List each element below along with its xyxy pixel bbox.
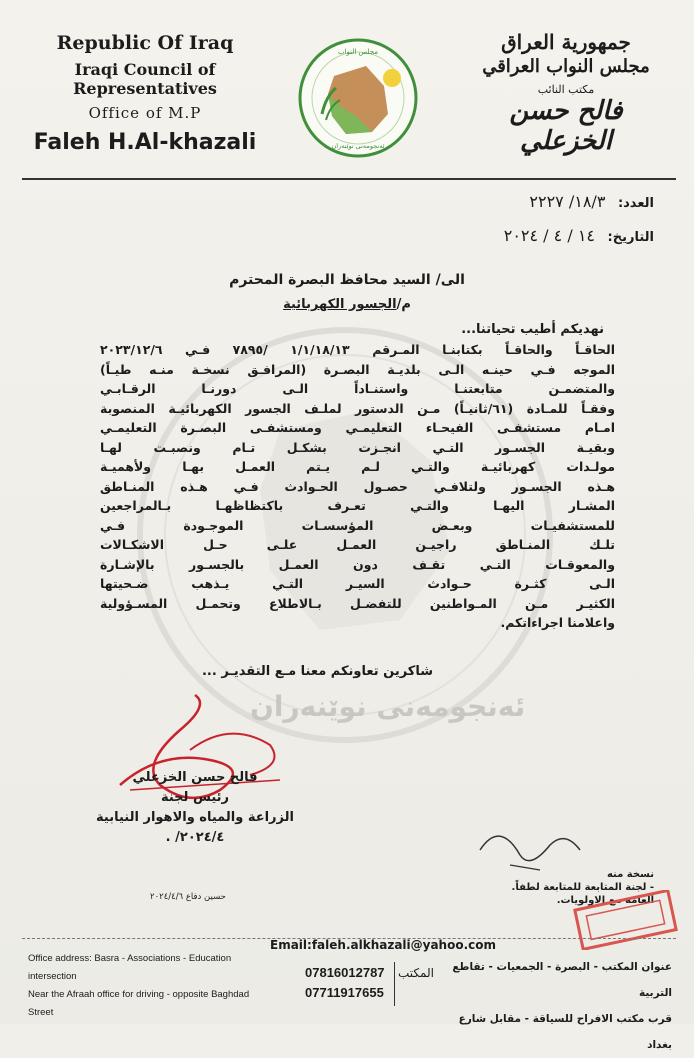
body-line: الـى كثـرة حـوادث السيـر التـي يـذهب ضـحيتها <box>100 576 615 591</box>
reference-date-label: التاريخ: <box>607 230 654 245</box>
closing-thanks: شاكرين تعاونكم معنا مـع التقديـر ... <box>201 664 434 679</box>
office-label-ar: مكتب النائب <box>537 83 595 96</box>
committee-name: الزراعة والمياه والاهوار النيابية <box>96 810 294 825</box>
council-logo-icon <box>296 36 420 160</box>
reference-date-value: ١٤ / ٤ / ٢٠٢٤ <box>503 226 595 245</box>
watermark-text: ئەنجومەنی نوێنەران <box>250 690 526 723</box>
address-ar-line: عنوان المكتب - البصرة - الجمعيات - تقاطع التربية <box>452 961 672 999</box>
stamp-icon <box>570 890 680 950</box>
signature-date: ٢٠٢٤/٤/ . <box>165 830 225 845</box>
logo-bottom-text: ئەنجومەنی نوێنەران <box>331 142 385 150</box>
phone-number: 07816012787 <box>305 965 385 980</box>
mp-name: Faleh H.Al-khazali <box>33 130 257 155</box>
body-line: الموجه فـي حينـه الـى بلديـة البصـرة (المرافـق نسخـة منـه طيـاً) <box>100 361 615 377</box>
body-line: وفقـاً للمـادة (٦١/ثانيـاً) مـن الدستور لملـف الجسور الكهربائيـة المنصوبة <box>100 400 615 416</box>
header-divider <box>22 178 676 180</box>
reference-number <box>529 192 654 211</box>
body-line: الحاقـاً والحاقـاً بكتابنـا المـرقم ١/١/١٨/١٣ /٧٨٩٥ فـي ٢٠٢٣/١٢/٦ <box>100 342 615 357</box>
phone-number: 07711917655 <box>305 985 384 1000</box>
body-line: تلـك المنـاطق راجيـن العمـل علـى حـل الاشكـالات <box>100 537 615 552</box>
country-name-ar: جمهورية العراق <box>501 30 631 54</box>
council-name: Iraqi Council of Representatives <box>73 60 217 98</box>
address-en-line: Near the Afraah office for driving - opposite Baghdad Street <box>28 989 250 1018</box>
reference-date <box>504 226 654 245</box>
body-line: للمستشفيـات وبعـض المؤسسـات الموجـودة فـي <box>100 517 615 533</box>
logo-top-text: مجلس النواب <box>337 48 379 56</box>
footer-address-english <box>28 950 273 1022</box>
subject-line <box>100 297 594 312</box>
body-line: امـام مستشفـى الفيحـاء التعليمـي ومستشفـى البصـرة التعليمـي <box>100 420 615 435</box>
body-line: هـذه الجسـور ولتلافـي حصـول الحـوادث فـي هـذه المنـاطق <box>100 478 615 494</box>
header-arabic <box>466 30 666 156</box>
footer-email: Email:faleh.alkhazali@yahoo.com <box>270 938 497 952</box>
signature-block <box>70 768 320 848</box>
copy-to-label: نسخة منه <box>606 869 654 880</box>
address-en-line: Office address: Basra - Associations - Education intersection <box>28 953 232 982</box>
signatory-name: فالح حسن الخزعلي <box>132 770 258 785</box>
signatory-title: رئيس لجنة <box>160 790 229 805</box>
copy-to-line: العامة مع الاولويات. <box>556 895 654 906</box>
body-line: والمتضمـن متابعتنـا واستنـاداً الـى دورنـا الرقـابـي <box>100 381 615 396</box>
body-line: الكثيـر مـن المـواطنين للتفضـل بـالاطلاع وتحمـل المسـؤولية <box>100 595 615 611</box>
footer-separator <box>394 962 395 1006</box>
addressee: الى/ السيد محافظ البصرة المحترم <box>229 272 465 288</box>
mp-name-ar: فالح حسن الخزعلي <box>509 96 623 156</box>
copy-to-line: - لجنة المتابعة للمتابعة لطفاً. <box>511 882 654 893</box>
subject-prefix: م/ <box>396 297 411 312</box>
address-ar-line: قرب مكتب الافراح للسياقة - مقابل شارع بغداد <box>458 1013 672 1051</box>
office-label: المكتب <box>398 966 434 980</box>
body-line: المشـار اليهـا والتـي تعـرف باكتظاظهـا بـالمراجعين <box>100 498 615 513</box>
footer-phones <box>305 963 385 1003</box>
office-label: Office of M.P <box>88 104 202 122</box>
body-line: مولـدات كهربائيـة والتـي لـم يـتم العمـل بهـا ولأهميـة <box>100 459 615 474</box>
body-line: وبقيـة الجسـور التـي انجـزت بشكـل تـام ونصبـت لهـا <box>100 439 615 455</box>
subject-text: الجسور الكهربائية <box>283 297 397 312</box>
council-name-ar: مجلس النواب العراقي <box>482 56 650 77</box>
header-english <box>30 32 260 155</box>
body-line: واعلامنا اجراءاتكم. <box>500 615 615 630</box>
body-line: والمعوقـات التـي تقـف دون العمـل بالجسـور بالإشـارة <box>100 556 615 572</box>
reference-number-label: العدد: <box>617 196 654 211</box>
greeting: نهديكم أطيب تحياتنا... <box>461 322 604 337</box>
handwritten-note: حسين دفاع ٢٠٢٤/٤/٦ <box>150 892 226 902</box>
reference-number-value: ١٨/٣/ ٢٢٢٧ <box>529 192 606 211</box>
footer-address-arabic <box>432 954 672 1058</box>
letter-body <box>100 340 615 633</box>
country-name: Republic Of Iraq <box>56 32 234 54</box>
